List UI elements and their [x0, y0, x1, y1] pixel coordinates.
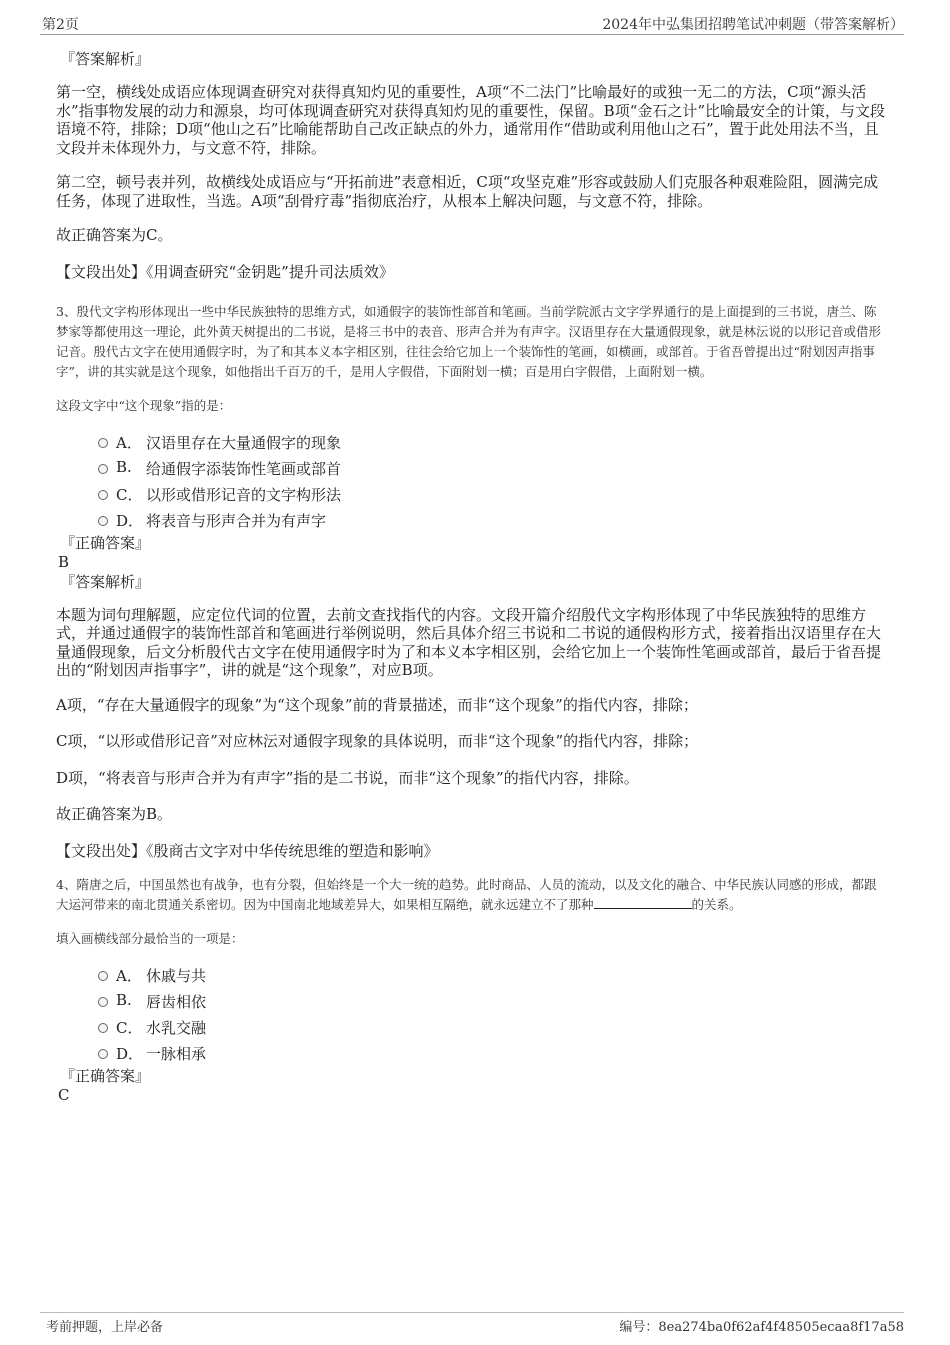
- question-prompt: 这段文字中“这个现象”指的是：: [56, 397, 232, 413]
- question-passage: 4、隋唐之后，中国虽然也有战争，也有分裂，但始终是一个大一统的趋势。此时商品、人员的流动，以及文化的融合、中华民族认同感的形成，都跟大运河带来的南北贯通关系密切。因为中国南北地域差异大，如果相互隔绝，就永远建立不了那种 的关系。: [56, 876, 877, 912]
- page-footer: [40, 1312, 904, 1335]
- option-list: [56, 963, 888, 1067]
- radio-icon[interactable]: [98, 438, 108, 448]
- radio-icon[interactable]: [98, 971, 108, 981]
- option-b[interactable]: B. 给通假字添装饰性笔画或部首: [56, 456, 888, 482]
- question-passage: 3、殷代文字构形体现出一些中华民族独特的思维方式，如通假字的装饰性部首和笔画。当前学院派古文字学界通行的是上面提到的三书说，唐兰、陈梦家等都使用这一理论，此外黄天树提出的二书说，是将三书中的表音、形声合并为有声字。汉语里存在大量通假现象，就是林沄说的以形记音或借形记音。殷代古文字在使用通假字时，为了和其本义本字相区别，往往会给它加上一个装饰性的笔画，如横画，或部首。于省吾曾提出过“附划因声指事字”，讲的其实就是这个现象，如他指出千百万的千，是用人字假借，下面附划一横；百是用白字假借，上面附划一横。: [56, 303, 882, 379]
- option-a[interactable]: A． 汉语里存在大量通假字的现象: [56, 430, 888, 456]
- analysis-paragraph: 本题为词句理解题，应定位代词的位置，去前文查找指代的内容。文段开篇介绍殷代文字构形体现了中华民族独特的思维方式，并通过通假字的装饰性部首和笔画进行举例说明，然后具体介绍三书说和二书说的通假构形方式，接着指出汉语里存在大量通假现象，后文分析殷代古文字在使用通假字时为了和本义本字相区别，会给它加上一个装饰性笔画或部首，最后于省吾提出的“附划因声指事字”，讲的就是“这个现象”，对应B项。: [56, 605, 882, 679]
- analysis-paragraph: A项，“存在大量通假字的现象”为“这个现象”前的背景描述，而非“这个现象”的指代内容，排除；: [56, 695, 698, 714]
- option-a[interactable]: A． 休戚与共: [56, 963, 888, 989]
- conclusion: 故正确答案为C。: [56, 226, 173, 244]
- analysis-paragraph: C项，“以形或借形记音”对应林沄对通假字现象的具体说明，而非“这个现象”的指代内容，排除；: [56, 732, 699, 750]
- analysis-paragraph: D项，“将表音与形声合并为有声字”指的是二书说，而非“这个现象”的指代内容，排除。: [56, 768, 639, 787]
- analysis-label: 『答案解析』: [60, 50, 151, 68]
- correct-answer-label: 『正确答案』: [60, 533, 151, 552]
- source-citation: 【文段出处】《用调查研究“金钥匙”提升司法质效》: [56, 262, 394, 281]
- option-c[interactable]: C． 以形或借形记音的文字构形法: [56, 482, 888, 508]
- page-header: [40, 14, 904, 35]
- correct-answer: B: [58, 552, 70, 571]
- correct-answer: C: [58, 1085, 70, 1104]
- radio-icon[interactable]: [98, 997, 108, 1007]
- correct-answer-label: 『正确答案』: [60, 1066, 151, 1085]
- footer-slogan: 考前押题，上岸必备: [46, 1320, 164, 1335]
- fill-blank: [594, 896, 692, 909]
- analysis-paragraph: 第二空，顿号表并列，故横线处成语应与“开拓前进”表意相近，C项“攻坚克难”形容或鼓励人们克服各种艰难险阻，圆满完成任务，体现了进取性，当选。A项“刮骨疗毒”指彻底治疗，从根本上解决问题，与文意不符，排除。: [56, 173, 879, 210]
- page-content: [56, 44, 888, 1104]
- option-c[interactable]: C． 水乳交融: [56, 1015, 888, 1041]
- option-d[interactable]: D． 一脉相承: [56, 1041, 888, 1067]
- option-list: [56, 430, 888, 534]
- radio-icon[interactable]: [98, 464, 108, 474]
- radio-icon[interactable]: [98, 1049, 108, 1059]
- radio-icon[interactable]: [98, 1023, 108, 1033]
- option-d[interactable]: D． 将表音与形声合并为有声字: [56, 508, 888, 534]
- source-citation: 【文段出处】《殷商古文字对中华传统思维的塑造和影响》: [56, 841, 439, 860]
- radio-icon[interactable]: [98, 490, 108, 500]
- radio-icon[interactable]: [98, 516, 108, 526]
- conclusion: 故正确答案为B。: [56, 805, 173, 823]
- document-id: 编号：8ea274ba0f62af4f48505ecaa8f17a58: [619, 1320, 904, 1335]
- option-b[interactable]: B. 唇齿相依: [56, 989, 888, 1015]
- analysis-paragraph: 第一空，横线处成语应体现调查研究对获得真知灼见的重要性，A项“不二法门”比喻最好的或独一无二的方法，C项“源头活水”指事物发展的动力和源泉，均可体现调查研究对获得真知灼见的重要性，保留。B项“金石之计”比喻最安全的计策，与文段语境不符，排除；D项“他山之石”比喻能帮助自己改正缺点的外力，通常用作“借助或利用他山之石”，置于此处用法不当，且文段并未体现外力，与文意不符，排除。: [56, 83, 886, 157]
- question-prompt: 填入画横线部分最恰当的一项是：: [56, 930, 244, 946]
- page-number: 第2页: [42, 17, 79, 33]
- document-title: 2024年中弘集团招聘笔试冲刺题（带答案解析）: [602, 17, 904, 33]
- analysis-label: 『答案解析』: [60, 572, 151, 591]
